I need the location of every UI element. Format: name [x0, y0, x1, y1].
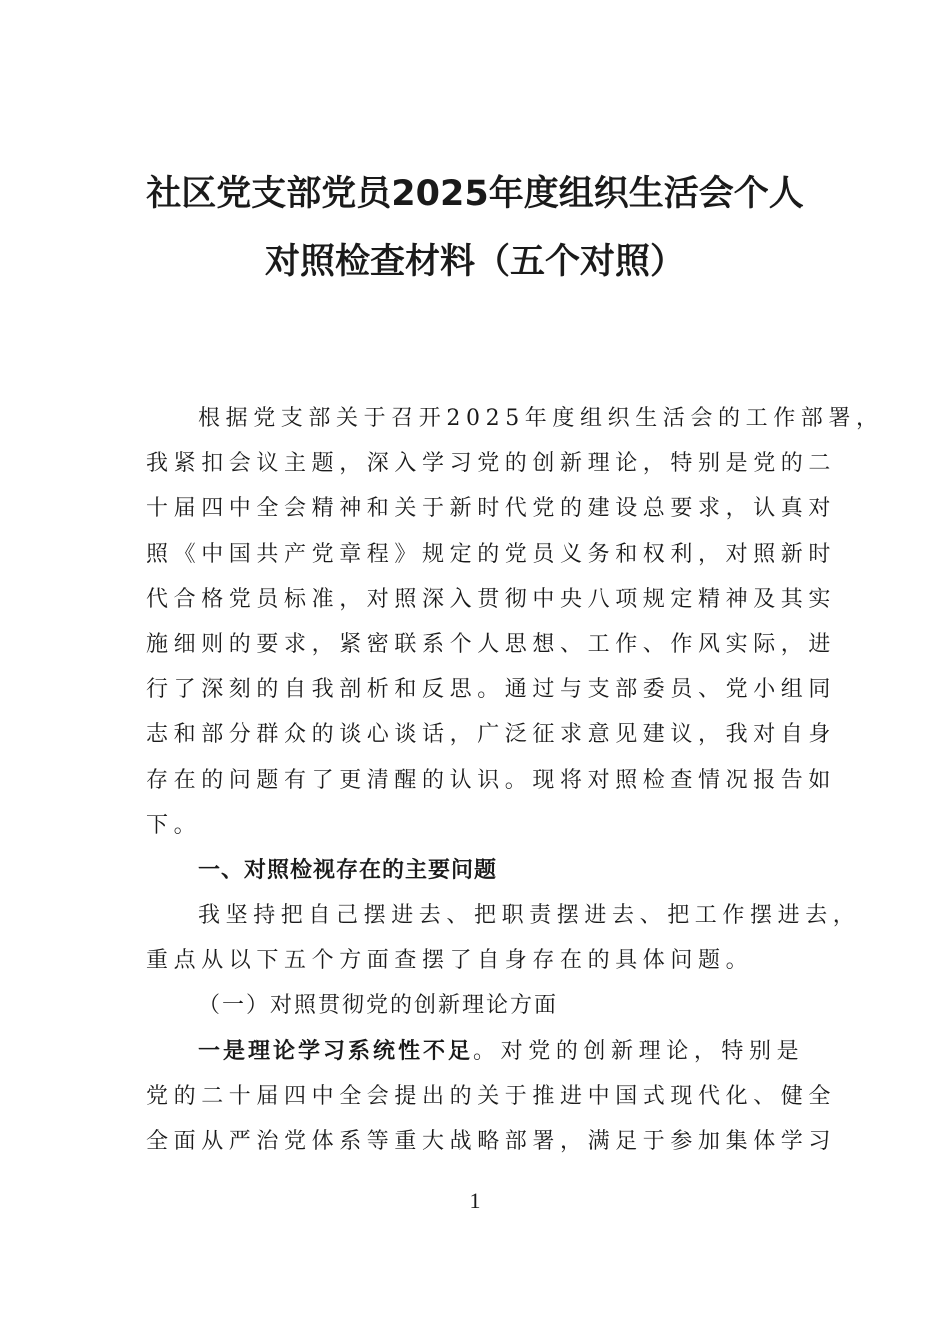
- intro-line: 代合格党员标准，对照深入贯彻中央八项规定精神及其实: [146, 586, 837, 612]
- point-line: 党的二十届四中全会提出的关于推进中国式现代化、健全: [146, 1083, 837, 1109]
- point-lead-rest: 。对党的创新理论，特别是: [473, 1038, 805, 1064]
- section-heading: 一、对照检视存在的主要问题: [198, 857, 498, 883]
- document-body: [146, 396, 884, 1164]
- intro-line: 十届四中全会精神和关于新时代党的建设总要求，认真对: [146, 496, 837, 522]
- intro-line: 根据党支部关于召开2025年度组织生活会的工作部署，: [198, 406, 884, 431]
- document-title-line-2: 对照检查材料（五个对照）: [264, 242, 685, 282]
- document-title-line-1: 社区党支部党员2025年度组织生活会个人: [146, 174, 804, 214]
- intro-line: 施细则的要求，紧密联系个人思想、工作、作风实际，进: [146, 631, 837, 657]
- page-number: 1: [469, 1188, 481, 1213]
- subsection-heading: （一）对照贯彻党的创新理论方面: [198, 993, 559, 1019]
- intro-line: 行了深刻的自我剖析和反思。通过与支部委员、党小组同: [146, 677, 837, 703]
- intro-line: 照《中国共产党章程》规定的党员义务和权利，对照新时: [146, 541, 837, 567]
- intro-line: 我紧扣会议主题，深入学习党的创新理论，特别是党的二: [146, 451, 837, 477]
- section-paragraph-line: 重点从以下五个方面查摆了自身存在的具体问题。: [146, 948, 754, 974]
- point-line: 全面从严治党体系等重大战略部署，满足于参加集体学习: [146, 1129, 837, 1154]
- intro-line: 存在的问题有了更清醒的认识。现将对照检查情况报告如: [146, 767, 837, 793]
- intro-line: 志和部分群众的谈心谈话，广泛征求意见建议，我对自身: [146, 722, 837, 748]
- section-paragraph-line: 我坚持把自己摆进去、把职责摆进去、把工作摆进去，: [198, 903, 861, 929]
- point-line: [146, 1029, 810, 1074]
- intro-line: 下。: [146, 812, 202, 838]
- point-lead-bold: 一是理论学习系统性不足: [198, 1038, 474, 1064]
